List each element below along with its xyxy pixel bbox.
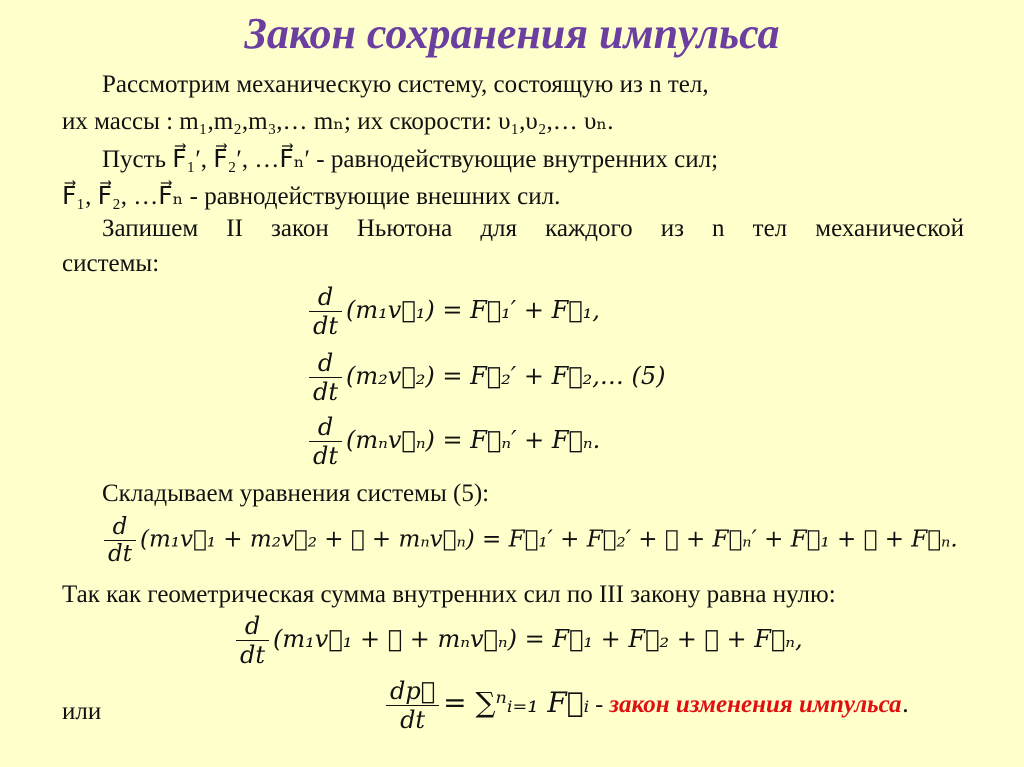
law-period: . [901,690,910,718]
equation-6-dash: - [589,692,610,718]
equation-1 [305,283,600,340]
paragraph-4: Складываем уравнения системы (5): [102,480,490,507]
momentum-derivative-fraction: $\frac{dp⃗}{dt}$ [386,677,439,734]
derivative-fraction: $\frac{d}{dt}$ [309,349,342,406]
equation-6-rhs: = ∑ⁿᵢ₌₁ F⃗ᵢ [443,686,590,719]
derivative-fraction: $\frac{d}{dt}$ [236,612,269,669]
equation-4-rhs: (m₁v⃗₁ + m₂v⃗₂ + ⋯ + mₙv⃗ₙ) = F⃗₁′ + F⃗₂′ + ⋯ + F⃗ₙ′ + F⃗₁ + ⋯ + F⃗ₙ. [139,526,958,553]
paragraph-5: Так как геометрическая сумма внутренних сил по III закону равна нулю: [62,581,836,608]
derivative-fraction: $\frac{d}{dt}$ [309,283,342,340]
law-name: закон изменения импульса [609,691,902,718]
equation-1-rhs: (m₁v⃗₁) = F⃗₁′ + F⃗₁, [346,296,600,324]
equation-3-rhs: (mₙv⃗ₙ) = F⃗ₙ′ + F⃗ₙ. [346,426,601,454]
paragraph-2-line-2: F⃗₁, F⃗₂, …F⃗ₙ - равнодействующие внешних сил. [62,183,561,210]
paragraph-3-line-2: системы: [62,250,160,277]
equation-5-rhs: (m₁v⃗₁ + ⋯ + mₙv⃗ₙ) = F⃗₁ + F⃗₂ + ⋯ + F⃗ₙ, [273,625,803,653]
paragraph-1-line-2: их массы : m₁,m₂,m₃,… mₙ; их скорости: υ₁,υ₂,… υₙ. [62,108,614,135]
paragraph-3-line-1: Запишем II закон Ньютона для каждого из n тел механической [102,215,964,242]
word-ili: или [62,698,102,725]
equation-2-rhs: (m₂v⃗₂) = F⃗₂′ + F⃗₂,… (5) [346,362,666,390]
derivative-fraction: $\frac{d}{dt}$ [104,514,136,567]
equation-5 [232,612,803,669]
equation-3 [305,413,600,470]
equation-2 [305,349,666,406]
slide-title: Закон сохранения импульса [244,9,780,58]
paragraph-2-line-1: Пусть F⃗₁′, F⃗₂′, …F⃗ₙ′ - равнодействующие внутренних сил; [102,146,719,173]
equation-6 [382,677,909,734]
paragraph-1-line-1: Рассмотрим механическую систему, состоящую из n тел, [102,71,709,98]
derivative-fraction: $\frac{d}{dt}$ [309,413,342,470]
equation-4 [100,514,958,567]
